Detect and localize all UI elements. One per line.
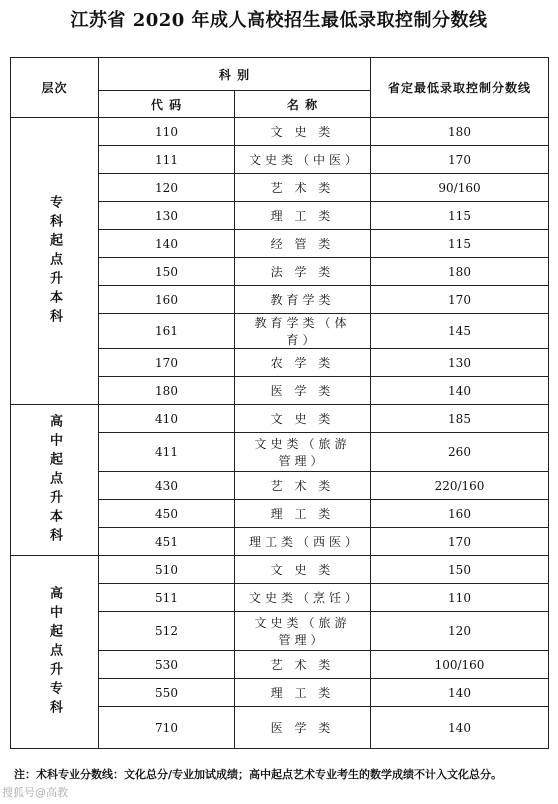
name-cell: 教育学类（体育） (235, 314, 371, 349)
code-cell: 550 (99, 679, 235, 707)
score-cell: 130 (371, 349, 549, 377)
score-cell: 115 (371, 202, 549, 230)
name-cell: 理 工 类 (235, 202, 371, 230)
level-cell (11, 556, 99, 749)
table-row (11, 405, 549, 433)
code-cell: 411 (99, 433, 235, 472)
score-cell: 90/160 (371, 174, 549, 202)
name-cell: 理 工 类 (235, 679, 371, 707)
name-cell: 理工类（西医） (235, 528, 371, 556)
level-label: 高中起点升专科 (47, 585, 62, 719)
score-cell: 170 (371, 286, 549, 314)
header-level: 层次 (11, 58, 99, 118)
code-cell: 161 (99, 314, 235, 349)
footnote: 注：术科专业分数线：文化总分/专业加试成绩；高中起点艺术专业考生的数学成绩不计入文化总分。 (14, 768, 503, 781)
score-cell: 260 (371, 433, 549, 472)
score-cell: 100/160 (371, 651, 549, 679)
code-cell: 530 (99, 651, 235, 679)
score-cell: 140 (371, 377, 549, 405)
code-cell: 150 (99, 258, 235, 286)
level-label: 高中起点升本科 (47, 413, 62, 547)
score-cell: 140 (371, 679, 549, 707)
level-cell (11, 118, 99, 405)
code-cell: 160 (99, 286, 235, 314)
page-title: 江苏省 2020 年成人高校招生最低录取控制分数线 (70, 10, 488, 31)
table-row (11, 556, 549, 584)
code-cell: 450 (99, 500, 235, 528)
level-label: 专科起点升本科 (47, 194, 62, 328)
name-cell: 农 学 类 (235, 349, 371, 377)
name-cell: 理 工 类 (235, 500, 371, 528)
name-cell: 医 学 类 (235, 707, 371, 749)
code-cell: 130 (99, 202, 235, 230)
header-code: 代 码 (99, 91, 235, 118)
score-cell: 115 (371, 230, 549, 258)
name-cell: 文 史 类 (235, 405, 371, 433)
header-subject: 科 别 (99, 58, 371, 91)
name-cell: 文 史 类 (235, 556, 371, 584)
code-cell: 180 (99, 377, 235, 405)
score-cell: 150 (371, 556, 549, 584)
score-cell: 160 (371, 500, 549, 528)
score-cell: 140 (371, 707, 549, 749)
name-cell: 医 学 类 (235, 377, 371, 405)
name-cell: 文史类（旅游管理） (235, 612, 371, 651)
name-cell: 教育学类 (235, 286, 371, 314)
name-cell: 文史类（旅游管理） (235, 433, 371, 472)
name-cell: 文 史 类 (235, 118, 371, 146)
code-cell: 510 (99, 556, 235, 584)
code-cell: 430 (99, 472, 235, 500)
score-cell: 120 (371, 612, 549, 651)
score-cell: 170 (371, 146, 549, 174)
code-cell: 511 (99, 584, 235, 612)
score-cell: 180 (371, 118, 549, 146)
name-cell: 文史类（烹饪） (235, 584, 371, 612)
code-cell: 512 (99, 612, 235, 651)
name-cell: 文史类（中医） (235, 146, 371, 174)
score-cell: 170 (371, 528, 549, 556)
name-cell: 经 管 类 (235, 230, 371, 258)
name-cell: 艺 术 类 (235, 651, 371, 679)
code-cell: 111 (99, 146, 235, 174)
header-score: 省定最低录取控制分数线 (371, 58, 549, 118)
code-cell: 110 (99, 118, 235, 146)
score-cell: 180 (371, 258, 549, 286)
code-cell: 170 (99, 349, 235, 377)
code-cell: 120 (99, 174, 235, 202)
score-cell: 220/160 (371, 472, 549, 500)
score-table (10, 57, 549, 749)
table-row (11, 118, 549, 146)
name-cell: 法 学 类 (235, 258, 371, 286)
watermark: 搜狐号@高教 (2, 786, 68, 799)
level-cell (11, 405, 99, 556)
name-cell: 艺 术 类 (235, 174, 371, 202)
score-cell: 110 (371, 584, 549, 612)
name-cell: 艺 术 类 (235, 472, 371, 500)
code-cell: 140 (99, 230, 235, 258)
score-cell: 185 (371, 405, 549, 433)
score-cell: 145 (371, 314, 549, 349)
code-cell: 451 (99, 528, 235, 556)
code-cell: 410 (99, 405, 235, 433)
code-cell: 710 (99, 707, 235, 749)
header-name: 名 称 (235, 91, 371, 118)
